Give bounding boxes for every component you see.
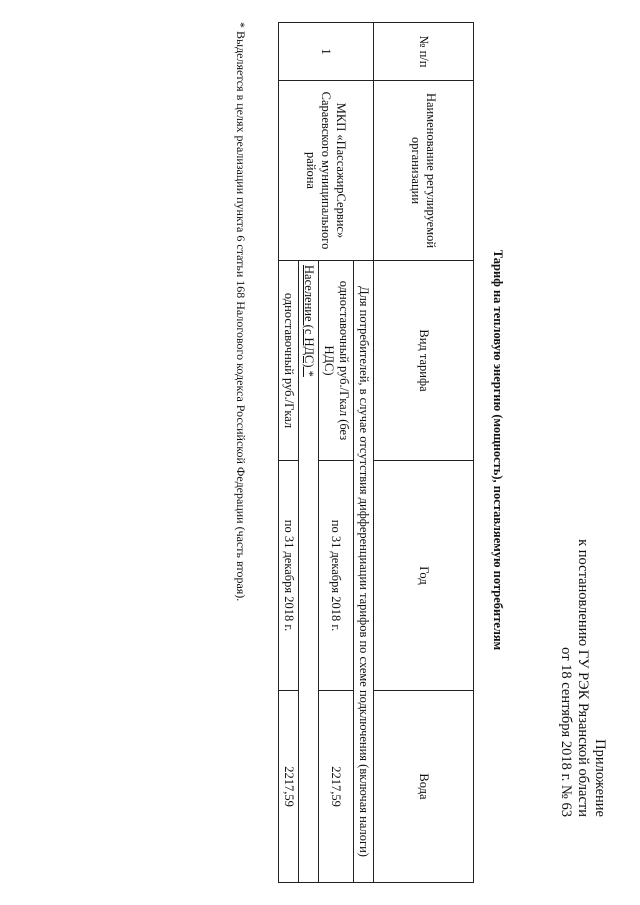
table-header-row bbox=[374, 23, 474, 883]
tariff2-year: по 31 декабря 2018 г. bbox=[279, 461, 299, 691]
header-num: № п/п bbox=[374, 23, 474, 81]
appendix-line-3: от 18 сентября 2018 г. № 63 bbox=[558, 647, 574, 817]
appendix-line-1: Приложение bbox=[592, 739, 608, 817]
tariff-table bbox=[278, 22, 474, 883]
organization-name: МКП «ПассажирСервис» Сараевского муниципального района bbox=[279, 81, 374, 261]
population-label bbox=[299, 261, 319, 883]
header-org: Наименование регулируемой организации bbox=[374, 81, 474, 261]
header-type: Вид тарифа bbox=[374, 261, 474, 461]
tariff2-value: 2217,59 bbox=[279, 691, 299, 883]
appendix-line-2: к постановлению ГУ РЭК Рязанской области bbox=[575, 539, 591, 817]
document-title: Тариф на тепловую энергию (мощность), поставляемую потребителям bbox=[491, 249, 505, 651]
tariff1-type: одноставочный руб./Гкал (без НДС) bbox=[319, 261, 354, 461]
table-row bbox=[354, 23, 374, 883]
header-year: Год bbox=[374, 461, 474, 691]
header-water: Вода bbox=[374, 691, 474, 883]
population-label-text: Население (с НДС) * bbox=[302, 265, 316, 377]
tariff1-year: по 31 декабря 2018 г. bbox=[319, 461, 354, 691]
appendix-header bbox=[557, 397, 608, 817]
footnote: * Выделяется в целях реализации пункта 6 статьи 168 Налогового кодекса Российской Федерации (часть вторая). bbox=[234, 22, 248, 602]
section-row: Для потребителей, в случае отсутствия дифференциации тарифов по схеме подключения (включая налоги) bbox=[354, 261, 374, 883]
row-number: 1 bbox=[279, 23, 374, 81]
tariff1-value: 2217,59 bbox=[319, 691, 354, 883]
tariff2-type: одноставочный руб./Гкал bbox=[279, 261, 299, 461]
